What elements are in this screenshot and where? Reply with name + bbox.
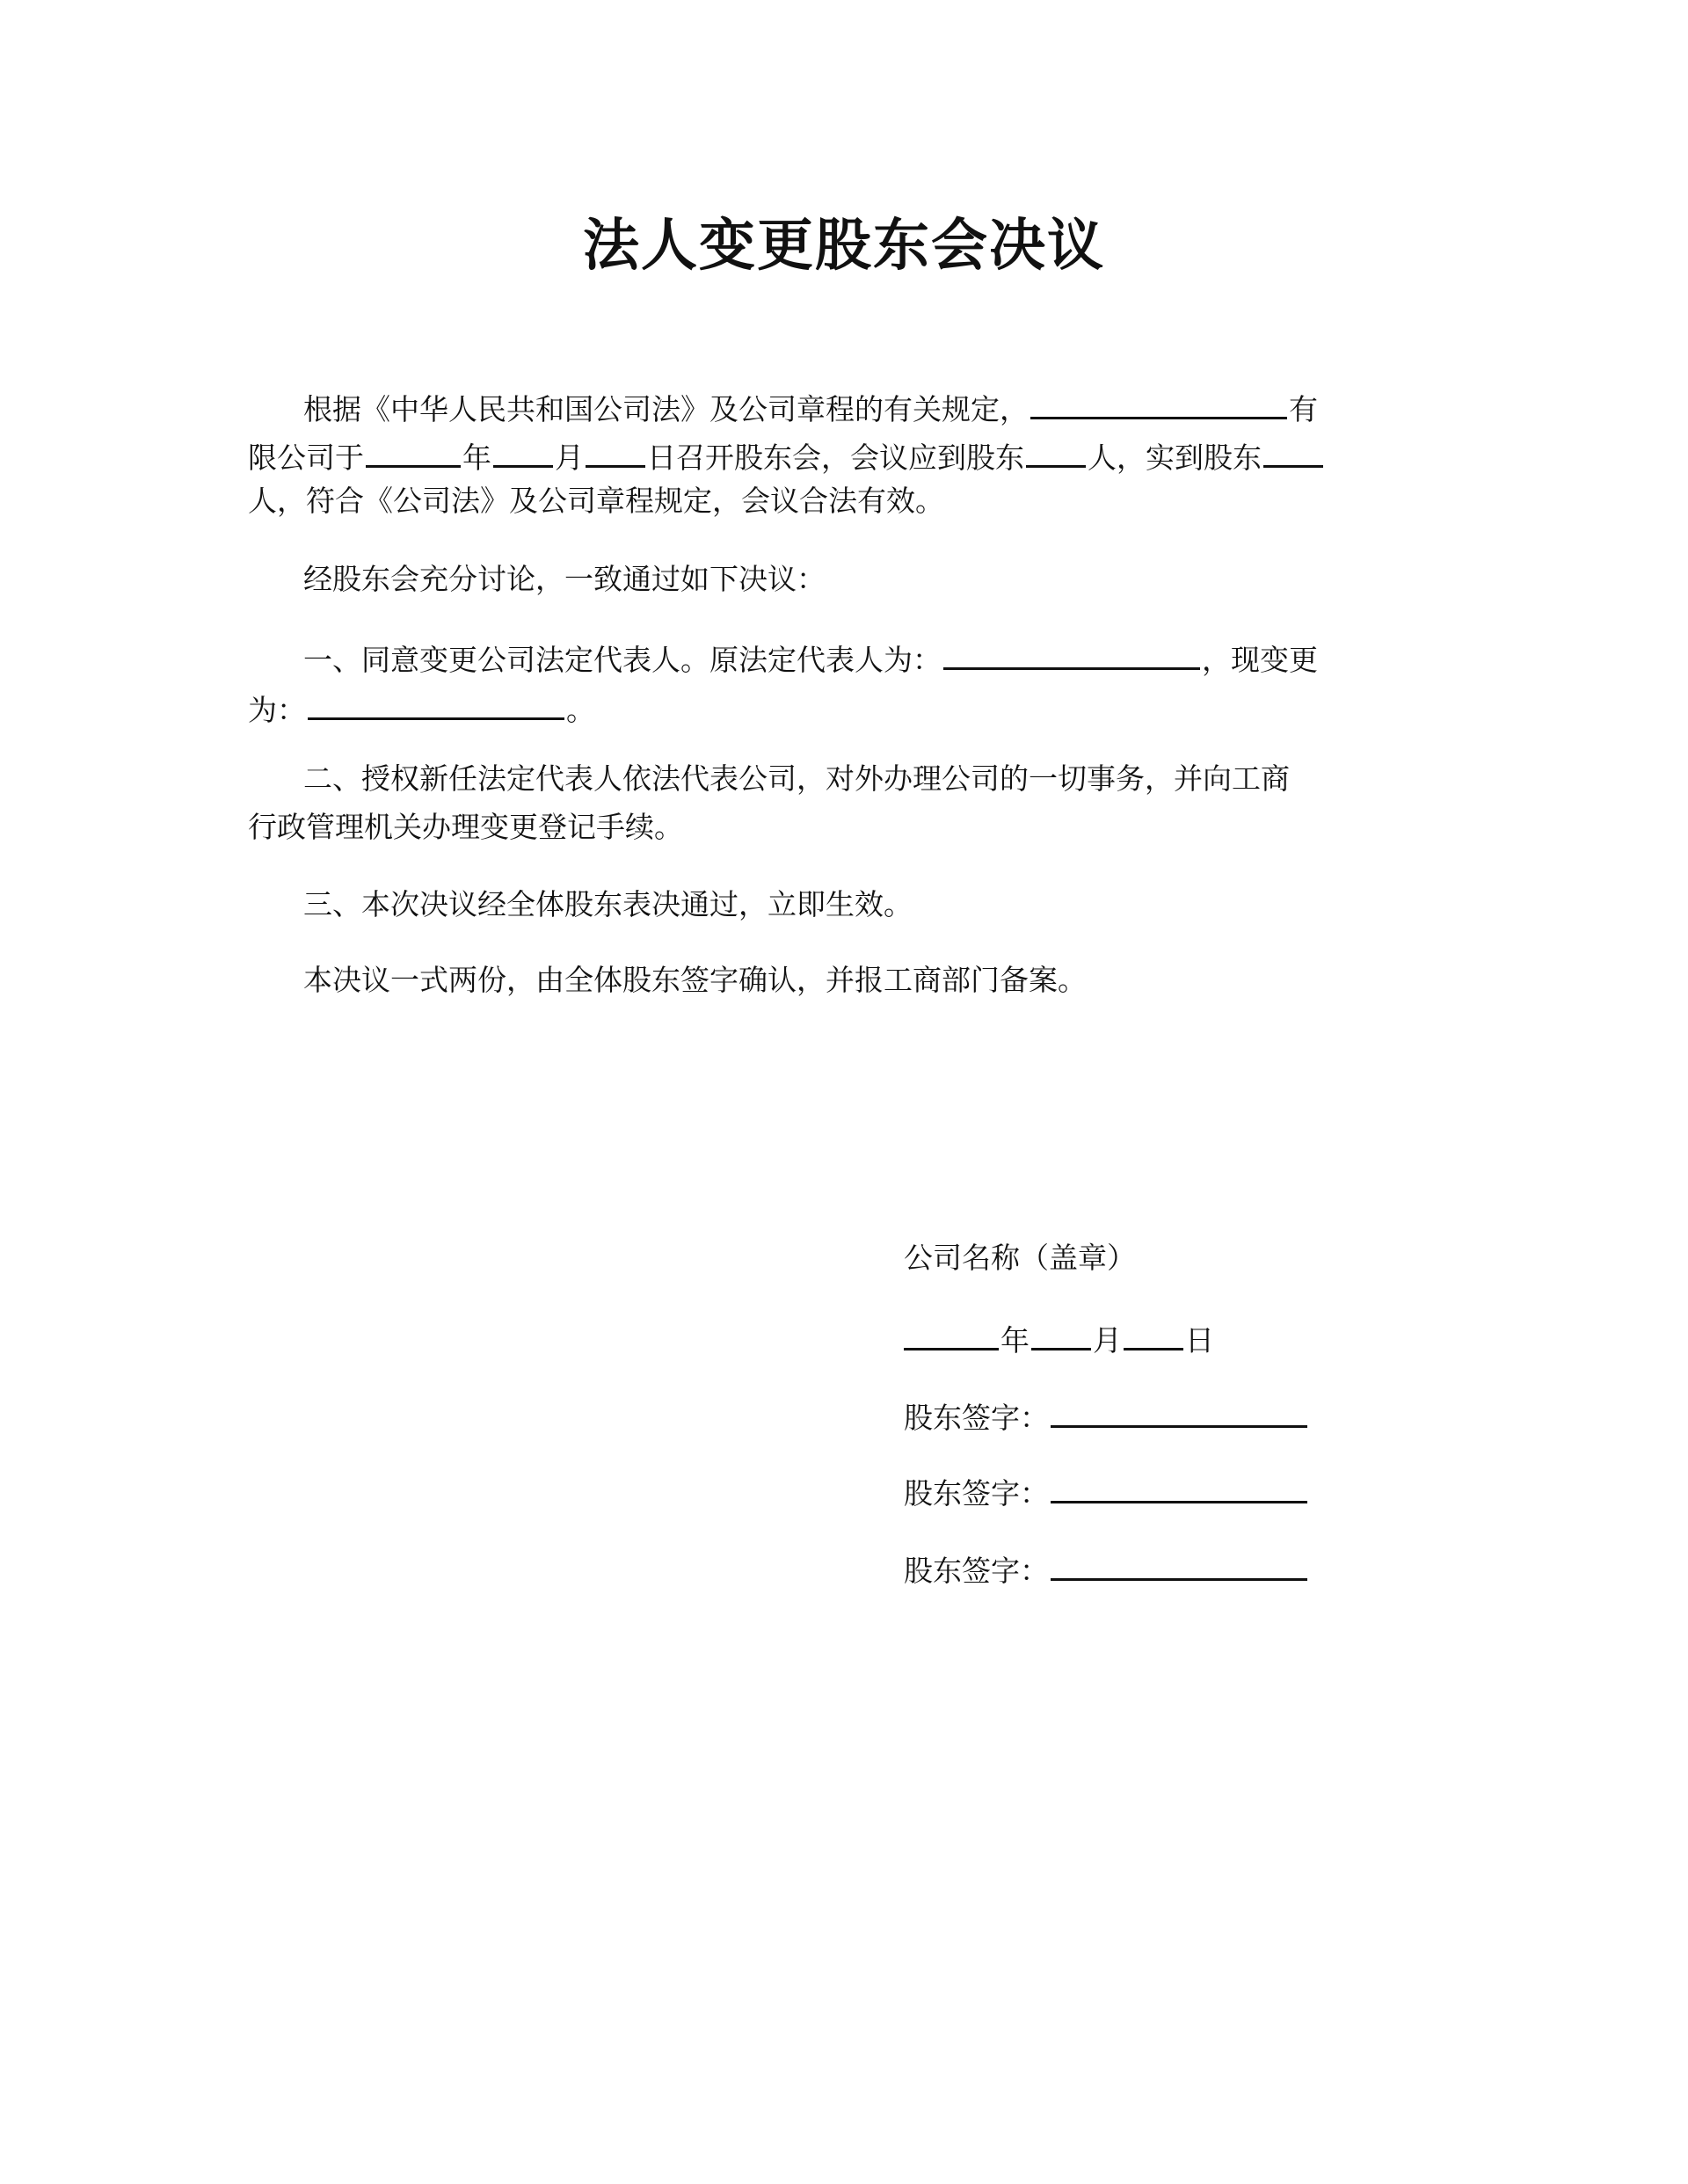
shareholder-signature-label: 股东签字： [904,1554,1049,1588]
intro-text: 人，实到股东 [1088,440,1262,475]
intro-text: 有 [1289,392,1318,426]
intro-line-1 [303,387,1318,426]
month-label: 月 [1093,1323,1122,1358]
new-representative-blank[interactable] [308,688,564,720]
meeting-year-blank[interactable] [366,435,461,468]
item2-line-2: 行政管理机关办理变更登记手续。 [248,810,683,844]
sign-month-blank[interactable] [1031,1318,1091,1350]
company-name-blank[interactable] [1030,387,1287,419]
shareholder-signature-row [904,1548,1309,1588]
shareholder-signature-blank[interactable] [1051,1471,1307,1503]
shareholder-signature-blank[interactable] [1051,1395,1307,1428]
intro-text: 限公司于 [248,440,364,475]
shareholder-signature-row [904,1471,1309,1511]
intro-line-2 [248,435,1325,475]
shareholder-signature-blank[interactable] [1051,1548,1307,1581]
company-seal-label: 公司名称（盖章） [904,1241,1136,1275]
actual-shareholders-blank[interactable] [1263,435,1323,468]
shareholder-signature-label: 股东签字： [904,1401,1049,1435]
item1-text: 。 [566,693,595,727]
intro-text: 月 [555,440,584,475]
closing-paragraph: 本决议一式两份，由全体股东签字确认，并报工商部门备案。 [303,963,1087,997]
year-label: 年 [1000,1323,1030,1358]
intro-text: 根据《中华人民共和国公司法》及公司章程的有关规定， [303,392,1029,426]
item2-line-1: 二、授权新任法定代表人依法代表公司，对外办理公司的一切事务，并向工商 [303,761,1290,796]
item3-paragraph: 三、本次决议经全体股东表决通过，立即生效。 [303,887,913,921]
shareholder-signature-row [904,1395,1309,1435]
discussion-paragraph: 经股东会充分讨论，一致通过如下决议： [303,562,826,596]
original-representative-blank[interactable] [943,637,1200,670]
item1-text: 为： [248,693,306,727]
sign-year-blank[interactable] [904,1318,999,1350]
item1-text: ，现变更 [1202,643,1318,677]
expected-shareholders-blank[interactable] [1026,435,1086,468]
day-label: 日 [1185,1323,1214,1358]
sign-day-blank[interactable] [1124,1318,1183,1350]
intro-text: 年 [462,440,491,475]
signature-date [904,1318,1214,1358]
intro-text: 日召开股东会，会议应到股东 [647,440,1024,475]
shareholder-signature-label: 股东签字： [904,1476,1049,1511]
item1-line-2 [248,688,595,727]
meeting-month-blank[interactable] [493,435,553,468]
item1-line-1 [303,637,1318,677]
intro-line-3: 人，符合《公司法》及公司章程规定，会议合法有效。 [248,484,944,518]
document-title: 法人变更股东会决议 [583,213,1105,279]
meeting-day-blank[interactable] [586,435,645,468]
item1-text: 一、同意变更公司法定代表人。原法定代表人为： [303,643,942,677]
